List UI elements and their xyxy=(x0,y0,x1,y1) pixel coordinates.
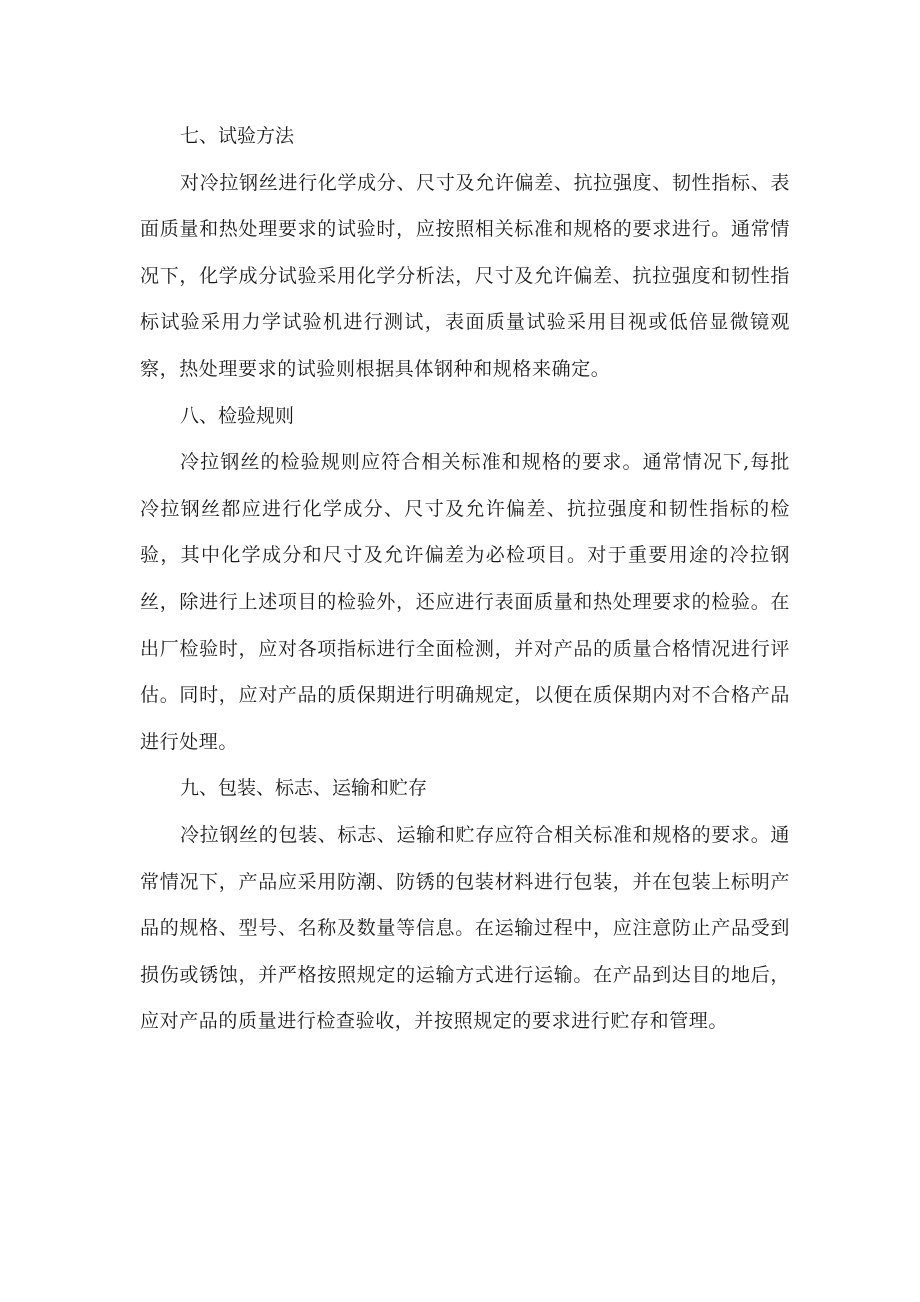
section-heading-packaging-storage: 九、包装、标志、运输和贮存 xyxy=(180,777,428,800)
section-paragraph-inspection-rules: 冷拉钢丝的检验规则应符合相关标准和规格的要求。通常情况下,每批冷拉钢丝都应进行化学成分、尺寸及允许偏差、抗拉强度和韧性指标的检验，其中化学成分和尺寸及允许偏差为必检项目。对于重要用途的冷拉钢丝，除进行上述项目的检验外，还应进行表面质量和热处理要求的检验。在出厂检验时，应对各项指标进行全面检测，并对产品的质量合格情况进行评估。同时，应对产品的质保期进行明确规定，以便在质保期内对不合格产品进行处理。 xyxy=(140,451,790,753)
section-heading-test-methods: 七、试验方法 xyxy=(180,125,295,147)
section-paragraph-test-methods: 对冷拉钢丝进行化学成分、尺寸及允许偏差、抗拉强度、韧性指标、表面质量和热处理要求的试验时，应按照相关标准和规格的要求进行。通常情况下，化学成分试验采用化学分析法，尺寸及允许偏差、抗拉强度和韧性指标试验采用力学试验机进行测试，表面质量试验采用目视或低倍显微镜观察，热处理要求的试验则根据具体钢种和规格来确定。 xyxy=(140,171,790,380)
document-body xyxy=(140,113,790,1045)
section-paragraph-packaging-storage: 冷拉钢丝的包装、标志、运输和贮存应符合相关标准和规格的要求。通常情况下，产品应采用防潮、防锈的包装材料进行包装，并在包装上标明产品的规格、型号、名称及数量等信息。在运输过程中，应注意防止产品受到损伤或锈蚀，并严格按照规定的运输方式进行运输。在产品到达目的地后，应对产品的质量进行检查验收，并按照规定的要求进行贮存和管理。 xyxy=(140,823,790,1033)
section-heading-inspection-rules: 八、检验规则 xyxy=(180,404,295,427)
